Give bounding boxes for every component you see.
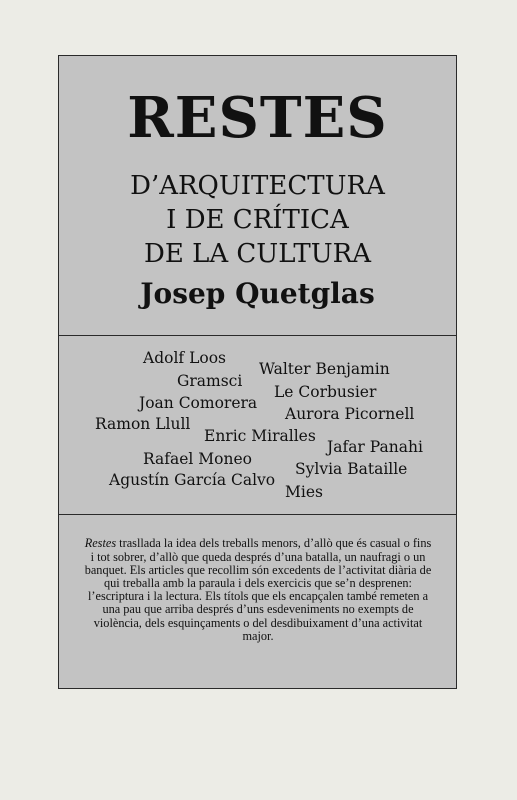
subtitle-line-1: D’ARQUITECTURA bbox=[130, 171, 385, 201]
name-item: Le Corbusier bbox=[274, 383, 377, 401]
cover-blurb bbox=[83, 537, 433, 643]
subtitle-line-3: DE LA CULTURA bbox=[144, 239, 371, 269]
book-author: Josep Quetglas bbox=[140, 277, 375, 310]
blurb-body: trasllada la idea dels treballs menors, d’allò que és casual o fins i tot sobrer, d’allò que queda després d’una batalla, un naufragi o un banquet. Els articles que recollim són excedents de l’activitat diària de qui treballa amb la paraula i dels exercicis que se’n desprenen: l’escriptura i la lectura. Els títols que els encapçalen també remeten a una pau que arriba després d’uns esdeveniments no exempts de violència, dels esquinçaments o del desdibuixament d’una activitat major. bbox=[84, 536, 432, 643]
blurb-lead: Restes bbox=[84, 536, 117, 551]
name-item: Sylvia Bataille bbox=[295, 460, 408, 478]
name-item: Joan Comorera bbox=[139, 394, 258, 412]
name-item: Mies bbox=[285, 483, 323, 501]
title-band bbox=[59, 56, 456, 335]
name-item: Adolf Loos bbox=[143, 349, 226, 367]
book-cover bbox=[58, 55, 457, 689]
name-item: Walter Benjamin bbox=[259, 360, 390, 378]
book-title: RESTES bbox=[127, 85, 388, 151]
name-item: Jafar Panahi bbox=[327, 438, 423, 456]
name-item: Ramon Llull bbox=[95, 415, 191, 433]
name-item: Aurora Picornell bbox=[285, 405, 415, 423]
name-item: Gramsci bbox=[177, 372, 243, 390]
subtitle-line-2: I DE CRÍTICA bbox=[166, 205, 349, 235]
divider-top bbox=[59, 335, 456, 336]
name-item: Rafael Moneo bbox=[143, 450, 252, 468]
book-subtitle bbox=[59, 169, 456, 271]
name-item: Enric Miralles bbox=[204, 427, 316, 445]
divider-bottom bbox=[59, 514, 456, 515]
name-item: Agustín García Calvo bbox=[109, 471, 276, 489]
